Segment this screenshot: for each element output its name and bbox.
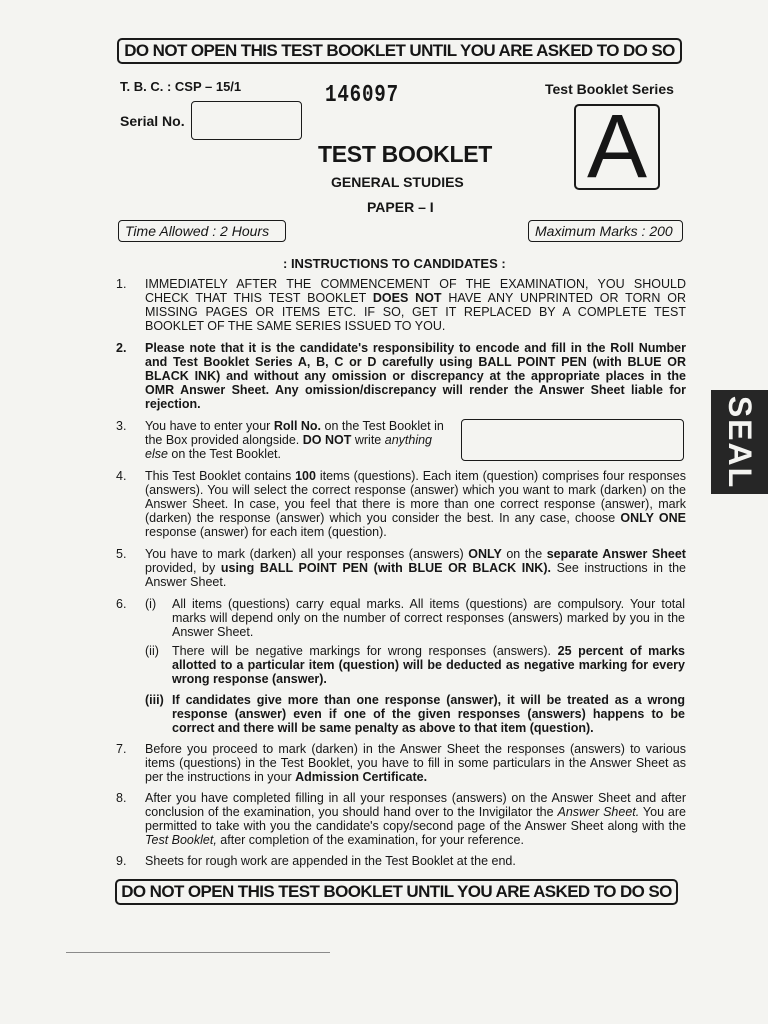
instruction-item-8 — [116, 791, 686, 847]
item-text: Please note that it is the candidate's responsibility to encode and fill in the Roll Number and Test Booklet Series A, B, C or D carefully using BALL POINT PEN (with BLUE OR BLACK INK) and without any omission or discrepancy at the appropriate places in the OMR Answer Sheet. Any omission/discrepancy will render the Answer Sheet liable for rejection. — [145, 341, 686, 411]
item-number: 9. — [116, 854, 127, 868]
instruction-item-3 — [116, 419, 452, 461]
item-number: 5. — [116, 547, 127, 561]
sub-item-text: All items (questions) carry equal marks. All items (questions) are compulsory. Your total marks will depend only on the number of correct responses (answers) marked by you in the Answer Sheet. — [172, 597, 685, 639]
instruction-item-7 — [116, 742, 686, 784]
instruction-item-4 — [116, 469, 686, 539]
instruction-6-sub-i — [145, 597, 685, 639]
instructions-heading: : INSTRUCTIONS TO CANDIDATES : — [283, 256, 506, 271]
item-text: Before you proceed to mark (darken) in the Answer Sheet the responses (answers) to various items (questions) in the Test Booklet, you have to fill in some particulars in the Answer Sheet as per the instructions in your Admission Certificate. — [145, 742, 686, 784]
footer-rule — [66, 952, 330, 953]
instruction-item-5 — [116, 547, 686, 589]
item-text: This Test Booklet contains 100 items (questions). Each item (question) comprises four responses (answers). You will select the correct response (answer) which you want to mark (darken) on the Answer Sheet. In case, you feel that there is more than one correct response (answer), mark (darken) the response (answer) which you consider the best. In any case, choose ONLY ONE response (answer) for each item (question). — [145, 469, 687, 539]
series-box — [574, 97, 660, 197]
item-text: You have to mark (darken) all your responses (answers) ONLY on the separate Answer Sheet provided, by using BALL POINT PEN (with BLUE OR BLACK INK). See instructions in the Answer Sheet. — [145, 547, 686, 589]
instruction-6-sub-iii — [145, 693, 685, 735]
instruction-item-1 — [116, 277, 686, 333]
item-number: 1. — [116, 277, 127, 291]
serial-label: Serial No. — [120, 113, 185, 129]
tbc-code: T. B. C. : CSP – 15/1 — [120, 79, 242, 94]
item-text: After you have completed filling in all your responses (answers) on the Answer Sheet and after conclusion of the examination, you should hand over to the Invigilator the Answer Sheet. You are permitted to take with you the candidate's copy/second page of the Answer Sheet along with the Test Booklet, after completion of the examination, for your reference. — [145, 791, 686, 847]
subject-title: GENERAL STUDIES — [331, 174, 464, 190]
series-label: Test Booklet Series — [545, 81, 674, 97]
instruction-item-9 — [116, 854, 686, 868]
sub-item-number: (ii) — [145, 644, 159, 658]
item-number: 6. — [116, 597, 127, 611]
series-letter: A — [586, 97, 648, 197]
roll-number-box — [461, 419, 684, 461]
sub-item-text: There will be negative markings for wrong responses (answers). 25 percent of marks allotted to a particular item (question) will be deducted as negative marking for every wrong response (answer). — [172, 644, 686, 686]
serial-number-box — [191, 101, 302, 140]
instruction-item-2 — [116, 341, 686, 411]
seal-label: SEAL — [722, 395, 758, 489]
item-number: 3. — [116, 419, 127, 433]
item-number: 4. — [116, 469, 127, 483]
item-number: 2. — [116, 341, 127, 355]
maximum-marks: Maximum Marks : 200 — [528, 220, 683, 242]
item-number: 7. — [116, 742, 127, 756]
bottom-warning-banner: DO NOT OPEN THIS TEST BOOKLET UNTIL YOU ARE ASKED TO DO SO — [115, 879, 678, 905]
serial-number: 146097 — [325, 82, 399, 109]
item-text: You have to enter your Roll No. on the Test Booklet in the Box provided alongside. DO NOT write anything else on the Test Booklet. — [145, 419, 444, 461]
top-warning-banner: DO NOT OPEN THIS TEST BOOKLET UNTIL YOU ARE ASKED TO DO SO — [117, 38, 682, 64]
item-text: IMMEDIATELY AFTER THE COMMENCEMENT OF THE EXAMINATION, YOU SHOULD CHECK THAT THIS TEST BOOKLET DOES NOT HAVE ANY UNPRINTED OR TORN OR MISSING PAGES OR ITEMS ETC. IF SO, GET IT REPLACED BY A COMPLETE TEST BOOKLET OF THE SAME SERIES ISSUED TO YOU. — [145, 277, 686, 333]
time-allowed: Time Allowed : 2 Hours — [118, 220, 286, 242]
booklet-title: TEST BOOKLET — [318, 141, 493, 167]
item-number: 8. — [116, 791, 127, 805]
sub-item-number: (i) — [145, 597, 157, 611]
paper-number: PAPER – I — [367, 199, 434, 215]
sub-item-number: (iii) — [145, 693, 164, 707]
sub-item-text: If candidates give more than one response (answer), it will be treated as a wrong response (answer) even if one of the given responses (answers) happens to be correct and there will be same penalty as above to that item (question). — [172, 693, 685, 735]
seal-tab — [711, 390, 768, 494]
item-text: Sheets for rough work are appended in the Test Booklet at the end. — [145, 854, 516, 868]
instruction-6-sub-ii — [145, 644, 685, 686]
